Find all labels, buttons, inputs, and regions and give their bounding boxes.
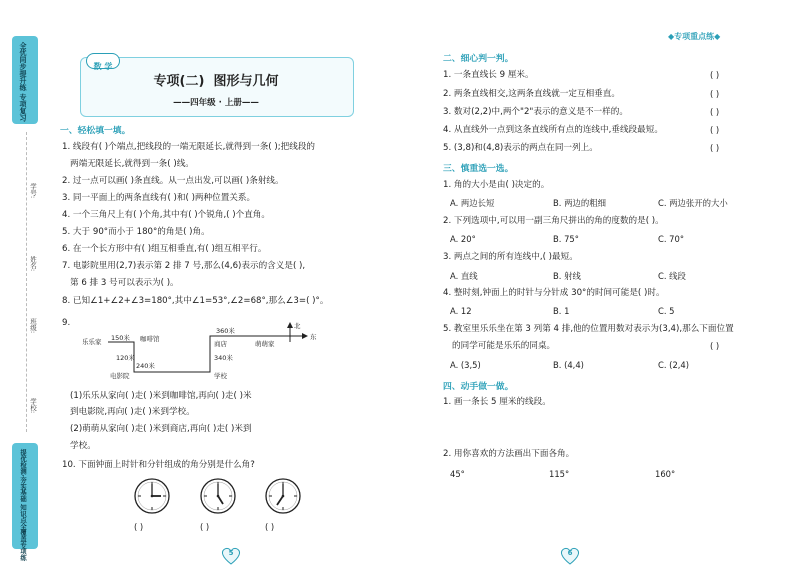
choice-1-option-c: C. 两边张开的大小 (658, 198, 728, 208)
choice-4-option-a: A. 12 (450, 306, 472, 316)
judge-2-blank: ( ) (710, 89, 720, 99)
east-arrow-head (302, 333, 308, 339)
map-label-shangdian: 商店 (214, 340, 227, 348)
angle-160: 160° (655, 469, 676, 479)
student-number-label: 学号: (29, 183, 37, 199)
route-map (80, 320, 330, 382)
choice-3-option-b: B. 射线 (553, 271, 581, 281)
judge-5-blank: ( ) (710, 143, 720, 153)
map-label-120: 120米 (116, 354, 135, 362)
question-8: 8. 已知∠1+∠2+∠3=180°,其中∠1=53°,∠2=68°,那么∠3=( )°。 (62, 296, 329, 306)
section-3-title: 三、慎重选一选。 (443, 164, 514, 174)
school-label: 学校: (29, 398, 37, 414)
question-7-line-2: 第 6 排 3 号可以表示为( )。 (70, 278, 179, 288)
choice-1-option-b: B. 两边的粗细 (553, 198, 606, 208)
choice-1-option-a: A. 两边长短 (450, 198, 495, 208)
subject-badge (86, 53, 120, 69)
choice-2-option-a: A. 20° (450, 234, 476, 244)
choice-3-option-a: A. 直线 (450, 271, 478, 281)
clock-1 (133, 477, 171, 515)
choice-2-option-c: C. 70° (658, 234, 685, 244)
choice-5-option-b: B. (4,4) (553, 360, 584, 370)
question-5: 5. 大于 90°而小于 180°的角是( )角。 (62, 227, 210, 237)
judge-5: 5. (3,8)和(4,8)表示的两点在同一列上。 (443, 143, 598, 153)
question-9-1-line-1: (1)乐乐从家向( )走( )米到咖啡馆,再向( )走( )米 (70, 391, 252, 401)
question-9-2-line-2: 学校。 (70, 441, 96, 451)
clock-2 (199, 477, 237, 515)
top-right-badge: ◆专项重点练◆ (668, 32, 721, 41)
choice-2-option-b: B. 75° (553, 234, 579, 244)
choice-4-option-c: C. 5 (658, 306, 675, 316)
choice-2: 2. 下列选项中,可以用一副三角尺拼出的角的度数的是( )。 (443, 216, 664, 226)
choice-5-option-a: A. (3,5) (450, 360, 481, 370)
question-1-line-1: 1. 线段有( )个端点,把线段的一端无限延长,就得到一条( );把线段的 (62, 142, 316, 152)
map-label-north: 北 (294, 322, 301, 330)
question-1-line-2: 两端无限延长,就得到一条( )线。 (70, 159, 194, 169)
map-label-240: 240米 (136, 362, 155, 370)
subject-badge-text: 数 学 (93, 62, 113, 71)
section-4-title: 四、动手做一做。 (443, 382, 514, 392)
choice-3-option-c: C. 线段 (658, 271, 686, 281)
choice-4-option-b: B. 1 (553, 306, 570, 316)
angle-45: 45° (450, 469, 465, 479)
question-2: 2. 过一点可以画( )条直线。从一点出发,可以画( )条射线。 (62, 176, 284, 186)
question-3: 3. 同一平面上的两条直线有( )和( )两种位置关系。 (62, 193, 256, 203)
sidebar-bottom-block (12, 443, 38, 561)
sidebar-bottom-text: 提优检测·夯实基础 知识点全覆盖专项练 (19, 449, 26, 561)
question-4: 4. 一个三角尺上有( )个角,其中有( )个锐角,( )个直角。 (62, 210, 270, 220)
page-number-left: 5 (228, 549, 234, 557)
sidebar-dashed-line (26, 132, 28, 432)
map-label-dianyingyuan: 电影院 (110, 372, 130, 380)
judge-4-blank: ( ) (710, 125, 720, 135)
judge-1-blank: ( ) (710, 70, 720, 80)
question-9-2-line-1: (2)萌萌从家向( )走( )米到商店,再向( )走( )米到 (70, 424, 252, 434)
page-number-right: 6 (567, 549, 573, 557)
map-label-lelejia: 乐乐家 (82, 338, 102, 346)
section-2-title: 二、细心判一判。 (443, 54, 514, 64)
choice-5-option-c: C. (2,4) (658, 360, 690, 370)
clock-2-answer: ( ) (200, 522, 210, 532)
map-label-mengmengjia: 萌萌家 (255, 340, 275, 348)
question-9-label: 9. (62, 318, 71, 328)
map-label-xuexiao: 学校 (214, 372, 227, 380)
map-label-360: 360米 (216, 327, 235, 335)
map-label-east: 东 (310, 333, 317, 341)
map-label-kafeiguan: 咖啡馆 (140, 335, 160, 343)
judge-3-blank: ( ) (710, 107, 720, 117)
question-10: 10. 下面钟面上时针和分针组成的角分别是什么角? (62, 460, 255, 470)
map-label-150: 150米 (111, 334, 130, 342)
clock-1-answer: ( ) (134, 522, 144, 532)
question-9-1-line-2: 到电影院,再向( )走( )米到学校。 (70, 407, 195, 417)
judge-3: 3. 数对(2,2)中,两个"2"表示的意义是不一样的。 (443, 107, 628, 117)
judge-1: 1. 一条直线长 9 厘米。 (443, 70, 534, 80)
choice-5-line-1: 5. 教室里乐乐坐在第 3 列第 4 排,他的位置用数对表示为(3,4),那么下面位置 (443, 324, 734, 334)
section-1-title: 一、轻松填一填。 (60, 126, 131, 136)
question-7-line-1: 7. 电影院里用(2,7)表示第 2 排 7 号,那么(4,6)表示的含义是( ), (62, 261, 306, 271)
page-title: 专项(二) 图形与几何 (153, 74, 279, 89)
choice-3: 3. 两点之间的所有连线中,( )最短。 (443, 252, 578, 262)
question-6: 6. 在一个长方形中有( )组互相垂直,有( )组互相平行。 (62, 244, 267, 254)
choice-4: 4. 整时刻,钟面上的时针与分针成 30°的时间可能是( )时。 (443, 288, 665, 298)
judge-2: 2. 两条直线相交,这两条直线就一定互相垂直。 (443, 89, 620, 99)
choice-1: 1. 角的大小是由( )决定的。 (443, 180, 550, 190)
map-label-340: 340米 (214, 354, 233, 362)
clock-3 (264, 477, 302, 515)
judge-4: 4. 从直线外一点到这条直线所有点的连线中,垂线段最短。 (443, 125, 663, 135)
student-name-label: 姓名: (29, 256, 37, 272)
draw-1: 1. 画一条长 5 厘米的线段。 (443, 397, 551, 407)
draw-2: 2. 用你喜欢的方法画出下面各角。 (443, 449, 575, 459)
choice-5-line-2: 的同学可能是乐乐的同桌。 (452, 341, 556, 351)
angle-115: 115° (549, 469, 570, 479)
grade-label: ——四年级 · 上册—— (173, 98, 259, 108)
north-arrow-head (287, 322, 293, 328)
sidebar-top-block (12, 36, 38, 124)
class-label: 班级: (29, 318, 37, 334)
choice-5-blank: ( ) (710, 341, 720, 351)
sidebar-top-text: 全优同步提升练 专项复习 (19, 42, 27, 122)
clock-3-answer: ( ) (265, 522, 275, 532)
